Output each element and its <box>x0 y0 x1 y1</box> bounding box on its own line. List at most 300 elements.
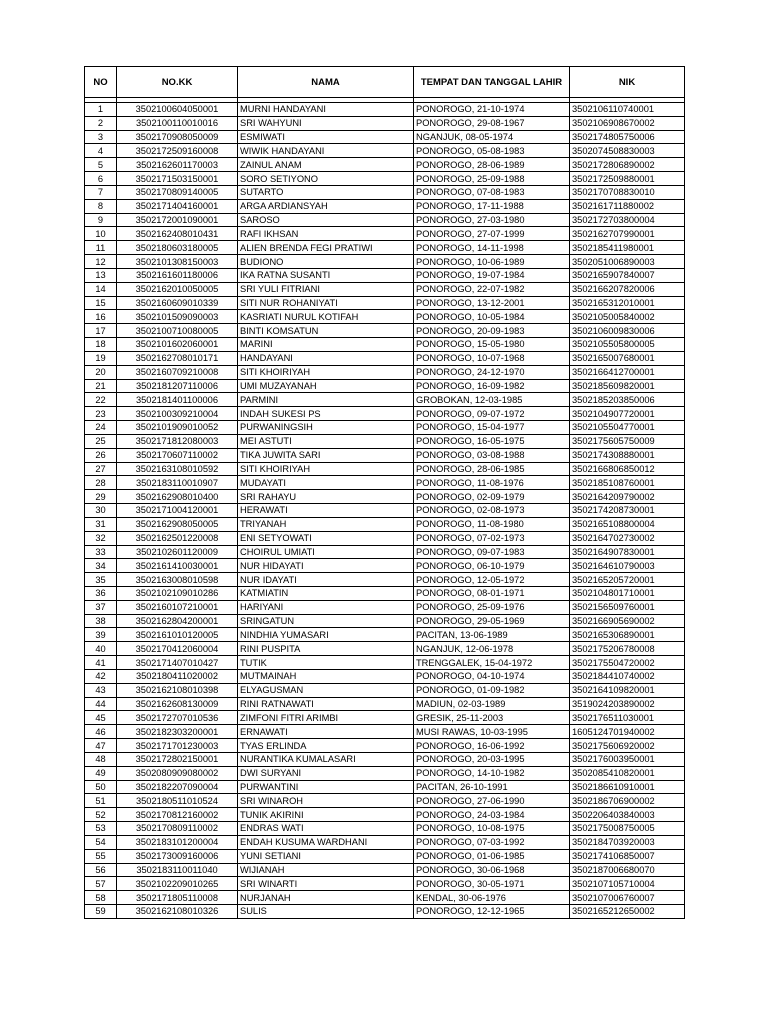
cell-nama: PARMINI <box>238 393 414 407</box>
cell-nik: 3502165212650002 <box>570 905 685 919</box>
table-row <box>85 559 685 573</box>
cell-no: 5 <box>85 158 117 172</box>
cell-no-kk: 3502180411020002 <box>117 669 238 683</box>
cell-no: 26 <box>85 448 117 462</box>
cell-tempat-tanggal-lahir: PONOROGO, 13-12-2001 <box>414 296 570 310</box>
cell-tempat-tanggal-lahir: PONOROGO, 10-08-1975 <box>414 822 570 836</box>
table-row <box>85 158 685 172</box>
cell-nama: UMI MUZAYANAH <box>238 379 414 393</box>
cell-no: 47 <box>85 739 117 753</box>
cell-no: 27 <box>85 462 117 476</box>
cell-no: 24 <box>85 421 117 435</box>
cell-no: 49 <box>85 766 117 780</box>
cell-tempat-tanggal-lahir: PONOROGO, 12-12-1965 <box>414 905 570 919</box>
cell-tempat-tanggal-lahir: PONOROGO, 14-10-1982 <box>414 766 570 780</box>
cell-no: 51 <box>85 794 117 808</box>
cell-no-kk: 3502183110010907 <box>117 476 238 490</box>
cell-no-kk: 3502100110010016 <box>117 116 238 130</box>
cell-nama: SORO SETIYONO <box>238 172 414 186</box>
cell-nama: SRI YULI FITRIANI <box>238 282 414 296</box>
cell-no: 16 <box>85 310 117 324</box>
cell-nama: ENDRAS WATI <box>238 822 414 836</box>
cell-nik: 3502165907840007 <box>570 268 685 282</box>
table-row <box>85 476 685 490</box>
cell-tempat-tanggal-lahir: MADIUN, 02-03-1989 <box>414 697 570 711</box>
cell-no: 42 <box>85 669 117 683</box>
table-row <box>85 766 685 780</box>
cell-tempat-tanggal-lahir: PONOROGO, 07-02-1973 <box>414 531 570 545</box>
cell-no-kk: 3502172001090001 <box>117 213 238 227</box>
cell-tempat-tanggal-lahir: PONOROGO, 22-07-1982 <box>414 282 570 296</box>
cell-nama: RINI PUSPITA <box>238 642 414 656</box>
table-row <box>85 130 685 144</box>
table-row <box>85 669 685 683</box>
cell-tempat-tanggal-lahir: PONOROGO, 04-10-1974 <box>414 669 570 683</box>
cell-nama: SITI KHOIRIYAH <box>238 365 414 379</box>
cell-no-kk: 3502173009160006 <box>117 849 238 863</box>
cell-nama: NUR HIDAYATI <box>238 559 414 573</box>
cell-nama: INDAH SUKESI PS <box>238 407 414 421</box>
cell-nik: 3502172703800004 <box>570 213 685 227</box>
cell-nama: ALIEN BRENDA FEGI PRATIWI <box>238 241 414 255</box>
table-row <box>85 656 685 670</box>
cell-nik: 3502105505800005 <box>570 338 685 352</box>
cell-no-kk: 3502100710080005 <box>117 324 238 338</box>
cell-nik: 3502085410820001 <box>570 766 685 780</box>
cell-no-kk: 3502101509090003 <box>117 310 238 324</box>
cell-nama: HARIYANI <box>238 600 414 614</box>
cell-nik: 3502106908670002 <box>570 116 685 130</box>
cell-nik: 3502164702730002 <box>570 531 685 545</box>
cell-nama: BUDIONO <box>238 255 414 269</box>
table-row <box>85 462 685 476</box>
cell-no: 46 <box>85 725 117 739</box>
cell-tempat-tanggal-lahir: KENDAL, 30-06-1976 <box>414 891 570 905</box>
cell-nama: KATMIATIN <box>238 586 414 600</box>
cell-tempat-tanggal-lahir: PONOROGO, 25-09-1988 <box>414 172 570 186</box>
cell-tempat-tanggal-lahir: PONOROGO, 24-12-1970 <box>414 365 570 379</box>
cell-tempat-tanggal-lahir: PONOROGO, 11-08-1980 <box>414 517 570 531</box>
cell-nama: SRI WINARTI <box>238 877 414 891</box>
cell-no: 50 <box>85 780 117 794</box>
cell-nik: 3502185203850006 <box>570 393 685 407</box>
cell-tempat-tanggal-lahir: PONOROGO, 17-11-1988 <box>414 199 570 213</box>
cell-no-kk: 3502170809110002 <box>117 822 238 836</box>
cell-nama: HANDAYANI <box>238 351 414 365</box>
cell-no-kk: 3502161010120005 <box>117 628 238 642</box>
cell-no-kk: 3502170607110002 <box>117 448 238 462</box>
cell-no-kk: 3502102601120009 <box>117 545 238 559</box>
cell-nama: PURWANINGSIH <box>238 421 414 435</box>
cell-no-kk: 3502162908050005 <box>117 517 238 531</box>
cell-no: 25 <box>85 434 117 448</box>
cell-no-kk: 3502162708010171 <box>117 351 238 365</box>
cell-no-kk: 3502080909080002 <box>117 766 238 780</box>
cell-no-kk: 3502181207110006 <box>117 379 238 393</box>
table-row <box>85 711 685 725</box>
cell-nik: 3502165312010001 <box>570 296 685 310</box>
table-row <box>85 490 685 504</box>
cell-tempat-tanggal-lahir: PACITAN, 26-10-1991 <box>414 780 570 794</box>
cell-nik: 3502164209790002 <box>570 490 685 504</box>
table-row <box>85 213 685 227</box>
cell-no: 2 <box>85 116 117 130</box>
cell-no-kk: 3502171812080003 <box>117 434 238 448</box>
cell-nama: SRI WINAROH <box>238 794 414 808</box>
table-row <box>85 697 685 711</box>
cell-no-kk: 3502162501220008 <box>117 531 238 545</box>
cell-tempat-tanggal-lahir: PONOROGO, 01-09-1982 <box>414 683 570 697</box>
cell-no: 19 <box>85 351 117 365</box>
cell-nik: 3502104907720001 <box>570 407 685 421</box>
cell-nama: ELYAGUSMAN <box>238 683 414 697</box>
cell-tempat-tanggal-lahir: PONOROGO, 15-05-1980 <box>414 338 570 352</box>
table-row <box>85 822 685 836</box>
cell-no: 56 <box>85 863 117 877</box>
table-row <box>85 103 685 117</box>
cell-nama: MEI ASTUTI <box>238 434 414 448</box>
cell-nik: 3502185108760001 <box>570 476 685 490</box>
cell-tempat-tanggal-lahir: NGANJUK, 08-05-1974 <box>414 130 570 144</box>
cell-nik: 3502174208730001 <box>570 504 685 518</box>
cell-no: 9 <box>85 213 117 227</box>
cell-no-kk: 3502162010050005 <box>117 282 238 296</box>
cell-nik: 3502164109820001 <box>570 683 685 697</box>
cell-nik: 3502166207820006 <box>570 282 685 296</box>
cell-nik: 3502185411980001 <box>570 241 685 255</box>
cell-nama: HERAWATI <box>238 504 414 518</box>
cell-no-kk: 3502183110011040 <box>117 863 238 877</box>
cell-tempat-tanggal-lahir: PONOROGO, 29-05-1969 <box>414 614 570 628</box>
cell-no-kk: 3502171701230003 <box>117 739 238 753</box>
cell-tempat-tanggal-lahir: PONOROGO, 08-01-1971 <box>414 586 570 600</box>
cell-no-kk: 3502102209010265 <box>117 877 238 891</box>
cell-nik: 3502186610910001 <box>570 780 685 794</box>
cell-no-kk: 3502183101200004 <box>117 835 238 849</box>
cell-nik: 3502174308880001 <box>570 448 685 462</box>
cell-no-kk: 3502101602060001 <box>117 338 238 352</box>
cell-no-kk: 3502162108010326 <box>117 905 238 919</box>
cell-tempat-tanggal-lahir: MUSI RAWAS, 10-03-1995 <box>414 725 570 739</box>
table-row <box>85 739 685 753</box>
cell-tempat-tanggal-lahir: PONOROGO, 25-09-1976 <box>414 600 570 614</box>
cell-nik: 3502172806890002 <box>570 158 685 172</box>
table-row <box>85 586 685 600</box>
cell-nik: 3502166806850012 <box>570 462 685 476</box>
table-row <box>85 545 685 559</box>
cell-tempat-tanggal-lahir: PONOROGO, 02-08-1973 <box>414 504 570 518</box>
table-row <box>85 642 685 656</box>
table-row <box>85 434 685 448</box>
cell-nik: 3502107105710004 <box>570 877 685 891</box>
header-no-kk: NO.KK <box>117 67 238 98</box>
cell-no: 7 <box>85 185 117 199</box>
table-header-row <box>85 67 685 98</box>
cell-no-kk: 3502172509160008 <box>117 144 238 158</box>
cell-tempat-tanggal-lahir: PONOROGO, 20-03-1995 <box>414 752 570 766</box>
cell-nik: 3502104801710001 <box>570 586 685 600</box>
cell-nama: ARGA ARDIANSYAH <box>238 199 414 213</box>
cell-nama: NINDHIA YUMASARI <box>238 628 414 642</box>
cell-tempat-tanggal-lahir: PONOROGO, 30-05-1971 <box>414 877 570 891</box>
table-row <box>85 172 685 186</box>
cell-nik: 1605124701940002 <box>570 725 685 739</box>
data-table <box>84 66 685 919</box>
cell-nama: MARINI <box>238 338 414 352</box>
cell-nik: 3502165306890001 <box>570 628 685 642</box>
table-row <box>85 255 685 269</box>
table-row <box>85 185 685 199</box>
cell-no-kk: 3502100604050001 <box>117 103 238 117</box>
cell-tempat-tanggal-lahir: PONOROGO, 29-08-1967 <box>414 116 570 130</box>
cell-nik: 3502165007680001 <box>570 351 685 365</box>
cell-nik: 3502172509880001 <box>570 172 685 186</box>
cell-nama: MUDAYATI <box>238 476 414 490</box>
table-row <box>85 808 685 822</box>
table-row <box>85 780 685 794</box>
cell-nik: 3502170708830010 <box>570 185 685 199</box>
table-row <box>85 504 685 518</box>
cell-nama: BINTI KOMSATUN <box>238 324 414 338</box>
cell-no: 57 <box>85 877 117 891</box>
cell-nik: 3502174805750006 <box>570 130 685 144</box>
cell-no: 55 <box>85 849 117 863</box>
table-row <box>85 338 685 352</box>
cell-tempat-tanggal-lahir: PONOROGO, 16-06-1992 <box>414 739 570 753</box>
cell-no-kk: 3502182303200001 <box>117 725 238 739</box>
cell-tempat-tanggal-lahir: PONOROGO, 20-09-1983 <box>414 324 570 338</box>
cell-tempat-tanggal-lahir: PONOROGO, 01-06-1985 <box>414 849 570 863</box>
cell-nik: 3502165108800004 <box>570 517 685 531</box>
table-row <box>85 863 685 877</box>
cell-no: 59 <box>85 905 117 919</box>
table-row <box>85 849 685 863</box>
cell-nama: ERNAWATI <box>238 725 414 739</box>
cell-nik: 3519024203890002 <box>570 697 685 711</box>
header-nama: NAMA <box>238 67 414 98</box>
cell-nama: NUR IDAYATI <box>238 573 414 587</box>
cell-tempat-tanggal-lahir: TRENGGALEK, 15-04-1972 <box>414 656 570 670</box>
table-row <box>85 241 685 255</box>
table-row <box>85 683 685 697</box>
cell-no-kk: 3502162908010400 <box>117 490 238 504</box>
table-row <box>85 393 685 407</box>
header-nik: NIK <box>570 67 685 98</box>
table-row <box>85 407 685 421</box>
cell-nik: 3502106110740001 <box>570 103 685 117</box>
cell-tempat-tanggal-lahir: PONOROGO, 07-03-1992 <box>414 835 570 849</box>
table-row <box>85 835 685 849</box>
cell-tempat-tanggal-lahir: PONOROGO, 28-06-1985 <box>414 462 570 476</box>
cell-tempat-tanggal-lahir: PONOROGO, 16-05-1975 <box>414 434 570 448</box>
cell-nama: PURWANTINI <box>238 780 414 794</box>
cell-nik: 3502174106850007 <box>570 849 685 863</box>
cell-nik: 3502105005840002 <box>570 310 685 324</box>
table-row <box>85 282 685 296</box>
cell-nama: SRI RAHAYU <box>238 490 414 504</box>
cell-no: 54 <box>85 835 117 849</box>
cell-nik: 3502164907830001 <box>570 545 685 559</box>
cell-nik: 3502184410740002 <box>570 669 685 683</box>
cell-no: 32 <box>85 531 117 545</box>
cell-no: 10 <box>85 227 117 241</box>
cell-nik: 3502176003950001 <box>570 752 685 766</box>
cell-no-kk: 3502160709210008 <box>117 365 238 379</box>
cell-tempat-tanggal-lahir: PONOROGO, 27-06-1990 <box>414 794 570 808</box>
table-row <box>85 365 685 379</box>
cell-tempat-tanggal-lahir: PONOROGO, 07-08-1983 <box>414 185 570 199</box>
table-row <box>85 448 685 462</box>
table-row <box>85 573 685 587</box>
data-table-container <box>84 66 684 919</box>
cell-tempat-tanggal-lahir: PONOROGO, 27-03-1980 <box>414 213 570 227</box>
cell-nama: SITI KHOIRIYAH <box>238 462 414 476</box>
table-row <box>85 324 685 338</box>
cell-no-kk: 3502170908050009 <box>117 130 238 144</box>
cell-no-kk: 3502100309210004 <box>117 407 238 421</box>
cell-nik: 3502161711880002 <box>570 199 685 213</box>
cell-no: 37 <box>85 600 117 614</box>
cell-nama: KASRIATI NURUL KOTIFAH <box>238 310 414 324</box>
cell-nik: 3502106009830006 <box>570 324 685 338</box>
table-row <box>85 725 685 739</box>
cell-nik: 3502185609820001 <box>570 379 685 393</box>
cell-tempat-tanggal-lahir: PONOROGO, 03-08-1988 <box>414 448 570 462</box>
cell-nik: 3502176511030001 <box>570 711 685 725</box>
cell-no-kk: 3502162108010398 <box>117 683 238 697</box>
cell-no-kk: 3502182207090004 <box>117 780 238 794</box>
cell-no: 13 <box>85 268 117 282</box>
cell-no-kk: 3502171805110008 <box>117 891 238 905</box>
cell-nama: CHOIRUL UMIATI <box>238 545 414 559</box>
cell-no: 28 <box>85 476 117 490</box>
cell-no-kk: 3502163108010592 <box>117 462 238 476</box>
table-row <box>85 116 685 130</box>
table-row <box>85 310 685 324</box>
cell-no-kk: 3502161601180006 <box>117 268 238 282</box>
table-row <box>85 531 685 545</box>
cell-nama: SRI WAHYUNI <box>238 116 414 130</box>
cell-no: 34 <box>85 559 117 573</box>
table-row <box>85 144 685 158</box>
cell-no: 39 <box>85 628 117 642</box>
cell-no: 40 <box>85 642 117 656</box>
cell-no: 43 <box>85 683 117 697</box>
cell-nama: SAROSO <box>238 213 414 227</box>
table-row <box>85 379 685 393</box>
cell-no: 1 <box>85 103 117 117</box>
cell-nama: DWI SURYANI <box>238 766 414 780</box>
cell-tempat-tanggal-lahir: PONOROGO, 09-07-1983 <box>414 545 570 559</box>
cell-tempat-tanggal-lahir: PONOROGO, 11-08-1976 <box>414 476 570 490</box>
cell-no: 21 <box>85 379 117 393</box>
cell-nama: TUTIK <box>238 656 414 670</box>
cell-no: 44 <box>85 697 117 711</box>
cell-no: 52 <box>85 808 117 822</box>
cell-nik: 3502107006760007 <box>570 891 685 905</box>
cell-nama: ZIMFONI FITRI ARIMBI <box>238 711 414 725</box>
cell-nik: 3502175605750009 <box>570 434 685 448</box>
cell-no-kk: 3502101308150003 <box>117 255 238 269</box>
cell-no-kk: 3502171004120001 <box>117 504 238 518</box>
cell-tempat-tanggal-lahir: PONOROGO, 09-07-1972 <box>414 407 570 421</box>
cell-nama: IKA RATNA SUSANTI <box>238 268 414 282</box>
cell-nama: SITI NUR ROHANIYATI <box>238 296 414 310</box>
cell-nama: SRINGATUN <box>238 614 414 628</box>
table-row <box>85 600 685 614</box>
cell-no: 8 <box>85 199 117 213</box>
cell-nama: WIJIANAH <box>238 863 414 877</box>
cell-no: 58 <box>85 891 117 905</box>
cell-nik: 3502162707990001 <box>570 227 685 241</box>
table-row <box>85 421 685 435</box>
cell-nama: SULIS <box>238 905 414 919</box>
cell-no: 29 <box>85 490 117 504</box>
table-row <box>85 905 685 919</box>
cell-no: 18 <box>85 338 117 352</box>
table-row <box>85 517 685 531</box>
cell-no-kk: 3502160107210001 <box>117 600 238 614</box>
cell-nik: 3502105504770001 <box>570 421 685 435</box>
table-row <box>85 877 685 891</box>
cell-nama: NURJANAH <box>238 891 414 905</box>
cell-nik: 3502175008750005 <box>570 822 685 836</box>
cell-nama: TUNIK AKIRINI <box>238 808 414 822</box>
cell-nama: MURNI HANDAYANI <box>238 103 414 117</box>
cell-no: 3 <box>85 130 117 144</box>
cell-nama: TRIYANAH <box>238 517 414 531</box>
table-row <box>85 351 685 365</box>
cell-no-kk: 3502162608130009 <box>117 697 238 711</box>
cell-tempat-tanggal-lahir: PONOROGO, 19-07-1984 <box>414 268 570 282</box>
cell-no-kk: 3502172707010536 <box>117 711 238 725</box>
cell-tempat-tanggal-lahir: PONOROGO, 14-11-1998 <box>414 241 570 255</box>
cell-no-kk: 3502170412060004 <box>117 642 238 656</box>
cell-no: 31 <box>85 517 117 531</box>
cell-no: 33 <box>85 545 117 559</box>
cell-nik: 3502206403840003 <box>570 808 685 822</box>
cell-no: 38 <box>85 614 117 628</box>
cell-nama: NURANTIKA KUMALASARI <box>238 752 414 766</box>
cell-tempat-tanggal-lahir: PONOROGO, 05-08-1983 <box>414 144 570 158</box>
cell-tempat-tanggal-lahir: PONOROGO, 21-10-1974 <box>414 103 570 117</box>
cell-no: 11 <box>85 241 117 255</box>
cell-no: 4 <box>85 144 117 158</box>
table-row <box>85 891 685 905</box>
cell-tempat-tanggal-lahir: PACITAN, 13-06-1989 <box>414 628 570 642</box>
cell-nik: 3502164610790003 <box>570 559 685 573</box>
table-row <box>85 199 685 213</box>
cell-tempat-tanggal-lahir: PONOROGO, 16-09-1982 <box>414 379 570 393</box>
cell-tempat-tanggal-lahir: NGANJUK, 12-06-1978 <box>414 642 570 656</box>
cell-tempat-tanggal-lahir: PONOROGO, 10-07-1968 <box>414 351 570 365</box>
cell-no-kk: 3502171407010427 <box>117 656 238 670</box>
cell-nik: 3502051006890003 <box>570 255 685 269</box>
cell-tempat-tanggal-lahir: PONOROGO, 02-09-1979 <box>414 490 570 504</box>
cell-no-kk: 3502172802150001 <box>117 752 238 766</box>
cell-nama: MUTMAINAH <box>238 669 414 683</box>
cell-tempat-tanggal-lahir: PONOROGO, 24-03-1984 <box>414 808 570 822</box>
cell-no: 6 <box>85 172 117 186</box>
cell-nik: 3502186706900002 <box>570 794 685 808</box>
cell-no: 45 <box>85 711 117 725</box>
cell-no-kk: 3502162804200001 <box>117 614 238 628</box>
cell-nama: YUNI SETIANI <box>238 849 414 863</box>
cell-no-kk: 3502162408010431 <box>117 227 238 241</box>
cell-no: 22 <box>85 393 117 407</box>
cell-nik: 3502165205720001 <box>570 573 685 587</box>
cell-nik: 3502074508830003 <box>570 144 685 158</box>
